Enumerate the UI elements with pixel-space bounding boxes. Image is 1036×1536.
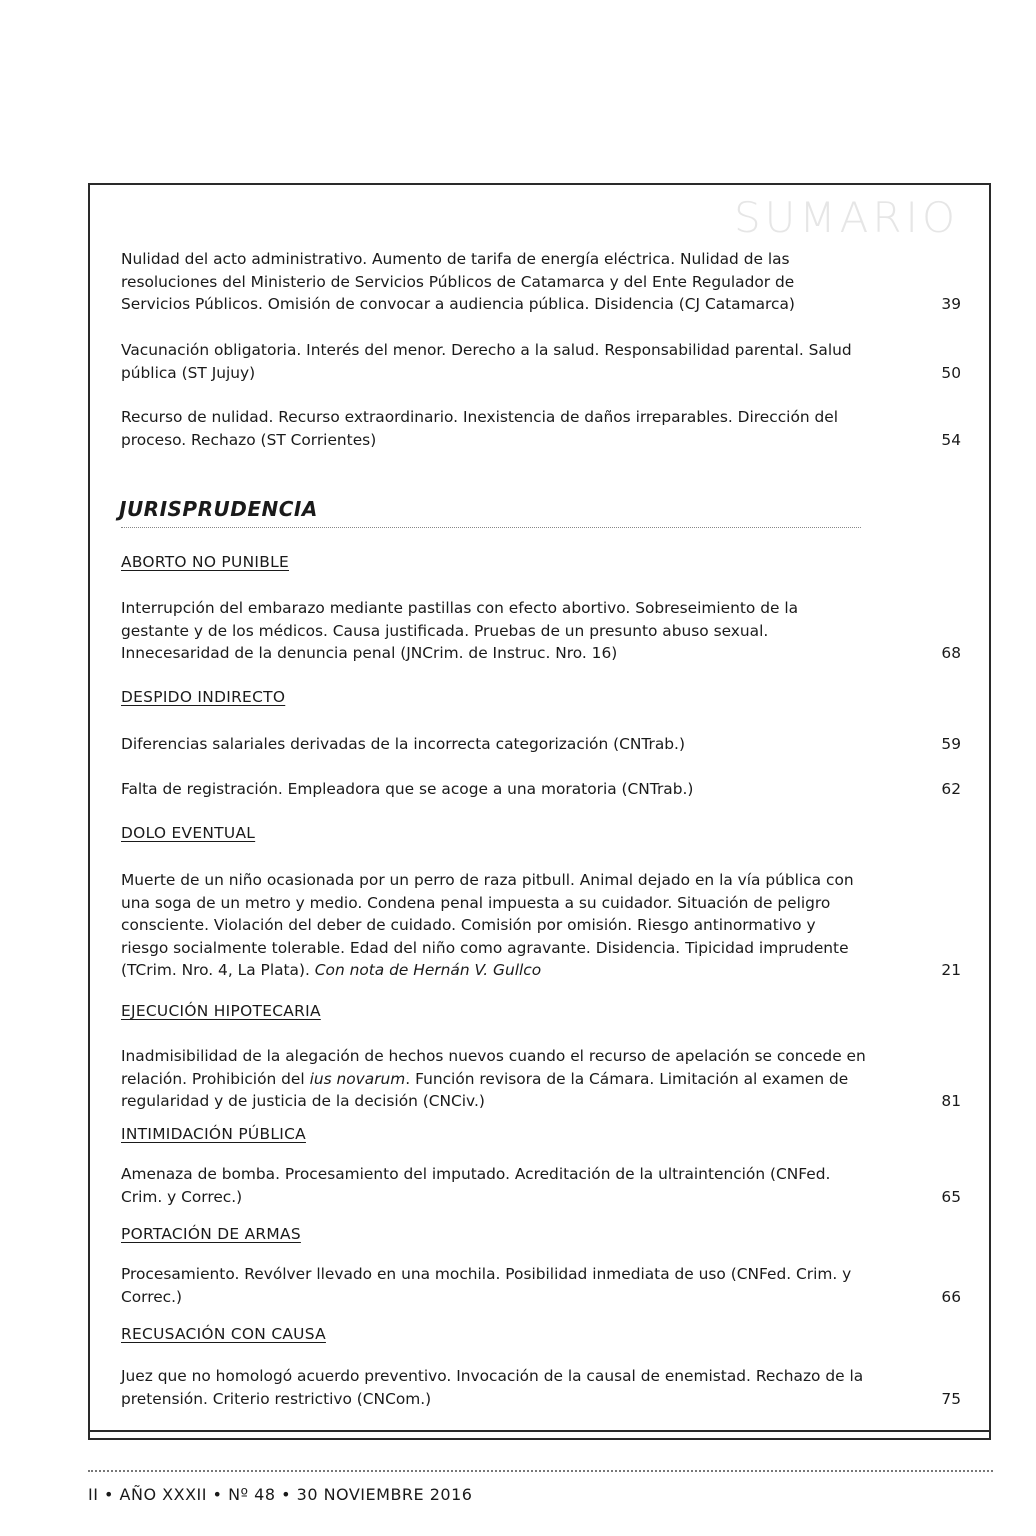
page-number: 54 xyxy=(941,430,961,449)
page-number: 66 xyxy=(941,1287,961,1306)
category-heading: RECUSACIÓN CON CAUSA xyxy=(121,1325,326,1343)
page-number: 65 xyxy=(941,1187,961,1206)
summary-entry xyxy=(121,733,961,756)
section-divider xyxy=(121,527,861,528)
summary-entry xyxy=(121,248,961,316)
category-heading: PORTACIÓN DE ARMAS xyxy=(121,1225,301,1243)
summary-entry xyxy=(121,406,961,451)
category-heading: DESPIDO INDIRECTO xyxy=(121,688,286,706)
entry-text: Falta de registración. Empleadora que se acoge a una moratoria (CNTrab.) xyxy=(121,780,694,798)
category-heading: DOLO EVENTUAL xyxy=(121,824,256,842)
entry-text: Inadmisibilidad de la alegación de hechos nuevos cuando el recurso de apelación se concede en relación. Prohibición del ius novarum. Función revisora de la Cámara. Limitación al examen de regularidad y de justicia de la decisión (CNCiv.) xyxy=(121,1047,866,1110)
summary-box xyxy=(88,183,991,1440)
ghost-heading: SUMARIO xyxy=(734,193,959,242)
entry-text: Recurso de nulidad. Recurso extraordinario. Inexistencia de daños irreparables. Dirección del proceso. Rechazo (ST Corrientes) xyxy=(121,408,839,449)
section-title: JURISPRUDENCIA xyxy=(119,497,318,521)
entry-text: Juez que no homologó acuerdo preventivo. Invocación de la causal de enemistad. Rechazo de la pretensión. Criterio restrictivo (CNCom.) xyxy=(121,1367,864,1408)
page-number: 50 xyxy=(941,363,961,382)
summary-entry xyxy=(121,597,961,665)
entry-text: Muerte de un niño ocasionada por un perro de raza pitbull. Animal dejado en la vía pública con una soga de un metro y medio. Condena penal impuesta a su cuidador. Situación de peligro consciente. Violación del deber de cuidado. Comisión por omisión. Riesgo antinormativo y riesgo socialmente tolerable. Edad del niño como agravante. Disidencia. Tipicidad imprudente (TCrim. Nro. 4, La Plata). Con nota de Hernán V. Gullco xyxy=(121,871,854,979)
page-number: 39 xyxy=(941,295,961,313)
page-number: 81 xyxy=(941,1092,961,1110)
summary-entry xyxy=(121,1163,961,1208)
summary-entry xyxy=(121,1045,961,1113)
category-heading: ABORTO NO PUNIBLE xyxy=(121,553,289,571)
category-heading: EJECUCIÓN HIPOTECARIA xyxy=(121,1002,321,1020)
summary-entry xyxy=(121,339,961,384)
entry-text: Vacunación obligatoria. Interés del menor. Derecho a la salud. Responsabilidad parental. Salud pública (ST Jujuy) xyxy=(121,341,852,382)
page-number: 75 xyxy=(941,1389,961,1408)
entry-text: Amenaza de bomba. Procesamiento del imputado. Acreditación de la ultraintención (CNFed. Crim. y Correc.) xyxy=(121,1165,831,1206)
page-number: 62 xyxy=(941,780,961,798)
footer-divider xyxy=(88,1470,993,1472)
page-number: 59 xyxy=(941,735,961,753)
note-author: Con nota de Hernán V. Gullco xyxy=(314,961,542,979)
summary-entry xyxy=(121,1263,961,1308)
entry-text: Interrupción del embarazo mediante pastillas con efecto abortivo. Sobreseimiento de la gestante y de los médicos. Causa justificada. Pruebas de un presunto abuso sexual. Innecesaridad de la denuncia penal (JNCrim. de Instruc. Nro. 16) xyxy=(121,599,799,662)
summary-entry xyxy=(121,1365,961,1410)
category-heading: INTIMIDACIÓN PÚBLICA xyxy=(121,1125,306,1143)
entry-text: Diferencias salariales derivadas de la incorrecta categorización (CNTrab.) xyxy=(121,735,685,753)
page-footer: II • AÑO XXXII • Nº 48 • 30 NOVIEMBRE 2016 xyxy=(88,1485,473,1504)
page-number: 68 xyxy=(941,644,961,662)
summary-entry xyxy=(121,778,961,801)
summary-entry xyxy=(121,869,961,982)
entry-text: Procesamiento. Revólver llevado en una mochila. Posibilidad inmediata de uso (CNFed. Crim. y Correc.) xyxy=(121,1265,852,1306)
entry-text: Nulidad del acto administrativo. Aumento de tarifa de energía eléctrica. Nulidad de las resoluciones del Ministerio de Servicios Públicos de Catamarca y del Ente Regulador de Servicios Públicos. Omisión de convocar a audiencia pública. Disidencia (CJ Catamarca) xyxy=(121,250,795,313)
page-number: 21 xyxy=(941,961,961,979)
